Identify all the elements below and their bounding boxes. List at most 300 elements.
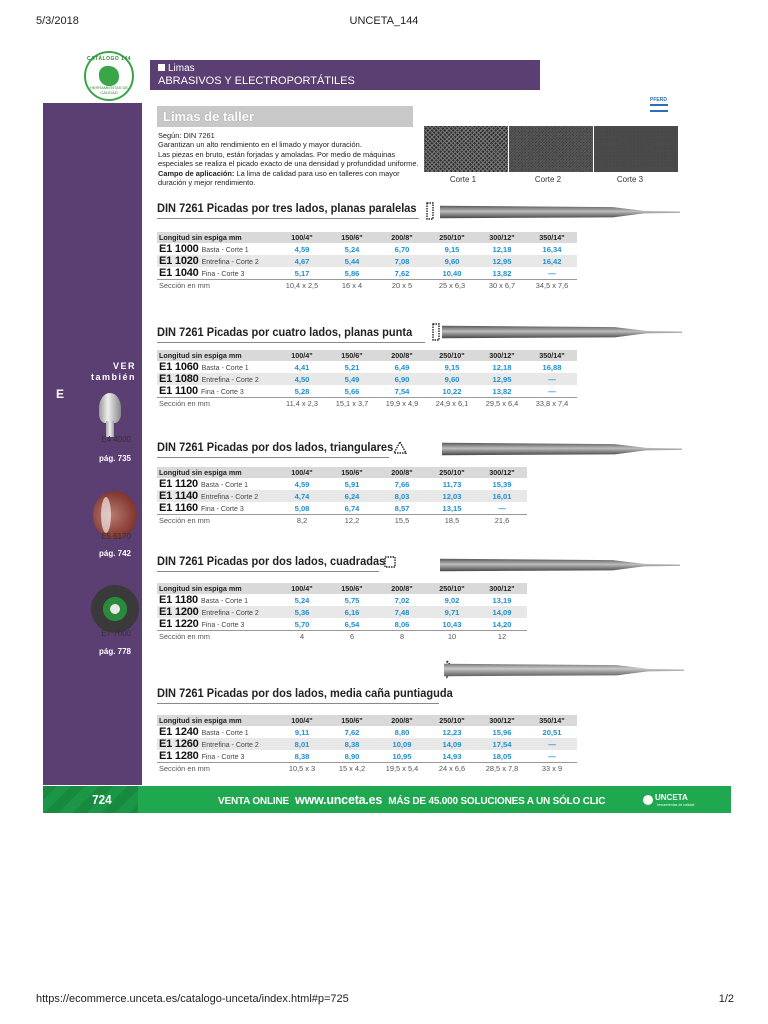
- price-cell[interactable]: 10,22: [442, 386, 462, 396]
- ref-tool-2: E5 5170: [101, 532, 131, 541]
- table-row: [157, 502, 527, 515]
- print-title: UNCETA_144: [349, 15, 419, 27]
- price-cell[interactable]: 7,54: [394, 386, 410, 396]
- product-title: DIN 7261 Picadas por dos lados, media caña puntiaguda: [157, 686, 453, 700]
- length-header: Longitud sin espiga mm: [157, 583, 277, 594]
- cut-grade: Basta - Corte 1: [200, 482, 249, 489]
- section-category: Limas: [168, 63, 195, 74]
- price-cell[interactable]: 5,24: [294, 595, 310, 605]
- logo-bottom-text: HERRAMIENTAS DE CALIDAD: [89, 85, 129, 95]
- table-header-row: [157, 467, 527, 478]
- see-also-line1: VER: [112, 361, 136, 371]
- slogan-post: MÁS DE 45.000 SOLUCIONES A UN SÓLO CLIC: [388, 796, 606, 807]
- product-ref[interactable]: E1 1040: [159, 267, 199, 279]
- cut-grade: Fina - Corte 3: [200, 389, 244, 396]
- section-value: 33 x 9: [527, 763, 577, 774]
- price-cell[interactable]: 6,90: [377, 373, 427, 385]
- price-cell[interactable]: 5,24: [344, 244, 360, 254]
- section-header: [150, 60, 540, 90]
- price-cell[interactable]: 16,01: [477, 490, 527, 502]
- product-ref[interactable]: E1 1120: [159, 478, 198, 490]
- product-ref[interactable]: E1 1080: [159, 373, 199, 385]
- price-cell[interactable]: 14,09: [477, 606, 527, 618]
- section-value: 10: [427, 631, 477, 642]
- sidebar: [43, 103, 142, 785]
- size-header: 150/6": [327, 232, 377, 243]
- table-row: [157, 255, 577, 267]
- price-cell[interactable]: 5,44: [327, 255, 377, 267]
- product-ref[interactable]: E1 1100: [159, 385, 198, 397]
- price-cell[interactable]: 8,57: [394, 503, 410, 513]
- price-table: [157, 715, 577, 773]
- price-cell[interactable]: 12,18: [492, 362, 512, 372]
- price-cell[interactable]: 13,19: [492, 595, 512, 605]
- size-header: 250/10": [427, 350, 477, 361]
- print-url: https://ecommerce.unceta.es/catalogo-unceta/index.html#p=725: [36, 993, 349, 1005]
- price-cell[interactable]: 12,23: [442, 727, 462, 737]
- page-number: 724: [92, 792, 112, 807]
- section-row: [157, 763, 577, 774]
- product-block: [157, 317, 697, 427]
- grinding-disc-icon[interactable]: [91, 585, 139, 633]
- product-code-cell: [157, 738, 277, 750]
- cut-grade: Fina - Corte 3: [200, 506, 244, 513]
- file-image: [444, 663, 684, 677]
- product-code-cell: [157, 726, 277, 738]
- square-bullet-icon: [158, 64, 165, 71]
- length-header: Longitud sin espiga mm: [157, 715, 277, 726]
- size-header: 350/14": [527, 715, 577, 726]
- size-header: 300/12": [477, 715, 527, 726]
- price-cell[interactable]: 5,49: [327, 373, 377, 385]
- size-header: 200/8": [377, 232, 427, 243]
- price-cell[interactable]: 11,73: [442, 479, 462, 489]
- price-cell[interactable]: 8,06: [394, 619, 410, 629]
- price-cell[interactable]: 7,08: [377, 255, 427, 267]
- cut-3-label: Corte 3: [616, 175, 644, 184]
- table-row: [157, 738, 577, 750]
- cut-grade: Entrefina - Corte 2: [201, 259, 259, 266]
- section-value: 10,4 x 2,5: [277, 280, 327, 291]
- see-also-label: [43, 361, 142, 383]
- size-header: 200/8": [377, 715, 427, 726]
- price-cell[interactable]: 4,50: [277, 373, 327, 385]
- table-row: [157, 385, 577, 398]
- size-header: 150/6": [327, 583, 377, 594]
- print-date: 5/3/2018: [36, 15, 79, 27]
- product-ref[interactable]: E1 1220: [159, 618, 199, 630]
- cut-grade: Basta - Corte 1: [201, 730, 249, 737]
- table-header-row: [157, 232, 577, 243]
- standard-text: Según: DIN 7261: [158, 131, 215, 140]
- price-cell[interactable]: 5,66: [344, 386, 360, 396]
- catalog-logo: [84, 51, 134, 101]
- price-cell[interactable]: 15,96: [492, 727, 512, 737]
- price-cell[interactable]: 14,09: [427, 738, 477, 750]
- product-code-cell: [157, 361, 277, 373]
- section-value: 15 x 4,2: [327, 763, 377, 774]
- product-title: DIN 7261 Picadas por dos lados, cuadradas: [157, 554, 386, 568]
- size-header: 200/8": [377, 467, 427, 478]
- cut-3-sample: [594, 126, 678, 172]
- section-value: 24,9 x 6,1: [427, 398, 477, 409]
- section-label: Sección en mm: [157, 631, 277, 642]
- size-header: 250/10": [427, 583, 477, 594]
- size-header: 300/12": [477, 467, 527, 478]
- price-cell[interactable]: 16,88: [542, 362, 562, 372]
- table-row: [157, 267, 577, 280]
- price-cell[interactable]: 20,51: [542, 727, 562, 737]
- price-cell[interactable]: 6,54: [344, 619, 360, 629]
- price-cell[interactable]: 5,86: [344, 268, 360, 278]
- ref-page-3[interactable]: pág. 778: [98, 647, 131, 656]
- title-underline: [157, 342, 425, 343]
- price-cell[interactable]: 7,62: [344, 727, 360, 737]
- product-code-cell: [157, 606, 277, 618]
- price-cell[interactable]: 8,38: [294, 751, 310, 761]
- size-header: 250/10": [427, 467, 477, 478]
- description-2: Las piezas en bruto, están forjadas y amoladas. Por medio de máquinas especiales se realiza el picado exacto de una densidad y profundidad uniforme.: [158, 149, 419, 169]
- table-row: [157, 478, 527, 490]
- price-cell[interactable]: 6,49: [394, 362, 410, 372]
- cut-grade: Entrefina - Corte 2: [200, 494, 259, 501]
- cut-grade: Basta - Corte 1: [200, 598, 249, 605]
- price-cell[interactable]: 6,24: [327, 490, 377, 502]
- price-cell[interactable]: 5,36: [277, 606, 327, 618]
- price-cell[interactable]: 6,74: [344, 503, 360, 513]
- length-header: Longitud sin espiga mm: [157, 467, 277, 478]
- table-row: [157, 606, 527, 618]
- brand-subtitle: herramientas de calidad: [657, 803, 695, 807]
- section-value: 12,2: [327, 515, 377, 526]
- price-cell[interactable]: 8,90: [344, 751, 360, 761]
- footer-banner: [43, 786, 731, 813]
- product-code-cell: [157, 618, 277, 631]
- size-header: 100/4": [277, 350, 327, 361]
- section-label: Sección en mm: [157, 398, 277, 409]
- section-row: [157, 631, 527, 642]
- print-header: [0, 15, 768, 31]
- section-value: 18,5: [427, 515, 477, 526]
- section-row: [157, 280, 577, 291]
- cut-grade: Basta - Corte 1: [201, 247, 249, 254]
- section-value: 34,5 x 7,6: [527, 280, 577, 291]
- application-text: La lima de calidad para uso en talleres con mayor duración y mejor rendimiento.: [158, 168, 400, 188]
- table-header-row: [157, 715, 577, 726]
- triangle-profile-icon: [393, 438, 407, 458]
- cut-grade: Entrefina - Corte 2: [201, 742, 259, 749]
- product-block: [157, 199, 697, 309]
- size-header: 300/12": [477, 350, 527, 361]
- price-cell[interactable]: 9,11: [294, 727, 310, 737]
- price-cell[interactable]: 16,42: [527, 255, 577, 267]
- table-header-row: [157, 583, 527, 594]
- product-code-cell: [157, 267, 277, 280]
- unceta-logo-icon: [643, 795, 653, 805]
- price-table: [157, 350, 577, 408]
- length-header: Longitud sin espiga mm: [157, 232, 277, 243]
- price-cell[interactable]: —: [527, 373, 577, 385]
- print-pager: 1/2: [718, 993, 734, 1005]
- price-cell[interactable]: 6,16: [327, 606, 377, 618]
- size-header: 200/8": [377, 583, 427, 594]
- size-header: 300/12": [477, 583, 527, 594]
- price-cell[interactable]: 4,67: [277, 255, 327, 267]
- cut-2-label: Corte 2: [534, 175, 562, 184]
- price-cell[interactable]: 9,60: [427, 255, 477, 267]
- cut-grade: Entrefina - Corte 2: [201, 377, 259, 384]
- price-cell[interactable]: —: [548, 268, 556, 278]
- page-number-bg: [43, 786, 138, 813]
- cert-bars-icon: [650, 104, 668, 112]
- size-header: 150/6": [327, 350, 377, 361]
- price-cell[interactable]: 8,80: [394, 727, 410, 737]
- price-cell[interactable]: 7,66: [394, 479, 410, 489]
- section-value: 15,5: [377, 515, 427, 526]
- cut-2-sample: [509, 126, 593, 172]
- square-profile-icon: [383, 553, 397, 573]
- price-cell[interactable]: 14,20: [492, 619, 512, 629]
- price-cell[interactable]: 7,48: [377, 606, 427, 618]
- table-row: [157, 243, 577, 255]
- size-header: 200/8": [377, 350, 427, 361]
- length-header: Longitud sin espiga mm: [157, 350, 277, 361]
- size-header: 150/6": [327, 715, 377, 726]
- size-header: 250/10": [427, 232, 477, 243]
- file-image: [440, 558, 680, 572]
- price-cell[interactable]: 5,08: [294, 503, 310, 513]
- price-cell[interactable]: —: [527, 738, 577, 750]
- product-title: DIN 7261 Picadas por cuatro lados, planas punta: [157, 325, 413, 339]
- price-cell[interactable]: 5,75: [344, 595, 360, 605]
- file-image: [442, 442, 682, 456]
- section-value: 29,5 x 6,4: [477, 398, 527, 409]
- title-underline: [157, 218, 419, 219]
- price-table: [157, 232, 577, 290]
- product-block: [157, 656, 697, 773]
- price-cell[interactable]: 9,15: [444, 244, 460, 254]
- ref-page-2[interactable]: pág. 742: [98, 549, 131, 558]
- size-header: 150/6": [327, 467, 377, 478]
- section-value: 10,5 x 3: [277, 763, 327, 774]
- price-cell[interactable]: 15,39: [492, 479, 512, 489]
- section-value: 30 x 6,7: [477, 280, 527, 291]
- file-image: [440, 205, 680, 219]
- price-cell[interactable]: 10,09: [377, 738, 427, 750]
- section-value: 15,1 x 3,7: [327, 398, 377, 409]
- product-block: [157, 434, 697, 544]
- price-cell[interactable]: 5,21: [344, 362, 360, 372]
- price-cell[interactable]: 12,18: [492, 244, 512, 254]
- table-row: [157, 750, 577, 763]
- product-description: [158, 131, 420, 187]
- section-value: 4: [277, 631, 327, 642]
- table-row: [157, 726, 577, 738]
- price-cell[interactable]: 4,41: [294, 362, 310, 372]
- price-cell[interactable]: 12,03: [427, 490, 477, 502]
- table-row: [157, 373, 577, 385]
- price-cell[interactable]: 5,28: [294, 386, 310, 396]
- section-row: [157, 398, 577, 409]
- section-value: 20 x 5: [377, 280, 427, 291]
- section-value: 21,6: [477, 515, 527, 526]
- cut-1-sample: [424, 126, 508, 172]
- size-header: 250/10": [427, 715, 477, 726]
- title-underline: [157, 703, 439, 704]
- price-table: [157, 583, 527, 641]
- product-code-cell: [157, 502, 277, 515]
- section-label: Sección en mm: [157, 280, 277, 291]
- title-underline: [157, 457, 389, 458]
- cut-1-label: Corte 1: [449, 175, 477, 184]
- size-header: 350/14": [527, 350, 577, 361]
- file-image: [442, 325, 682, 339]
- product-ref[interactable]: E1 1180: [159, 594, 198, 606]
- section-label: Sección en mm: [157, 515, 277, 526]
- product-ref[interactable]: E1 1140: [159, 490, 198, 502]
- price-cell[interactable]: 7,02: [394, 595, 410, 605]
- product-block: [157, 550, 697, 660]
- price-cell[interactable]: 9,71: [427, 606, 477, 618]
- ref-page-1[interactable]: pág. 735: [98, 454, 131, 463]
- size-header: 300/12": [477, 232, 527, 243]
- price-cell[interactable]: 7,62: [394, 268, 410, 278]
- section-value: 33,8 x 7,4: [527, 398, 577, 409]
- table-row: [157, 594, 527, 606]
- price-cell[interactable]: 10,95: [392, 751, 412, 761]
- application-label: Campo de aplicación:: [158, 168, 235, 178]
- cut-grade: Fina - Corte 3: [201, 754, 245, 761]
- product-code-cell: [157, 750, 277, 763]
- flat-profile-icon: [423, 201, 437, 221]
- price-cell[interactable]: 4,59: [294, 479, 310, 489]
- price-cell[interactable]: 9,60: [427, 373, 477, 385]
- product-code-cell: [157, 243, 277, 255]
- ref-tool-1: E4 4000: [101, 435, 131, 444]
- price-cell[interactable]: 4,74: [277, 490, 327, 502]
- price-cell[interactable]: 9,02: [444, 595, 460, 605]
- price-cell[interactable]: 9,15: [444, 362, 460, 372]
- price-cell[interactable]: —: [548, 751, 556, 761]
- product-title: DIN 7261 Picadas por tres lados, planas paralelas: [157, 201, 417, 215]
- product-code-cell: [157, 490, 277, 502]
- section-value: 16 x 4: [327, 280, 377, 291]
- product-code-cell: [157, 255, 277, 267]
- price-cell[interactable]: 5,70: [294, 619, 310, 629]
- product-code-cell: [157, 373, 277, 385]
- product-ref[interactable]: E1 1160: [159, 502, 198, 514]
- product-ref[interactable]: E1 1000: [159, 243, 199, 255]
- cut-grade: Fina - Corte 3: [201, 271, 245, 278]
- product-ref[interactable]: E1 1200: [159, 606, 199, 618]
- table-header-row: [157, 350, 577, 361]
- size-header: 350/14": [527, 232, 577, 243]
- section-letter: E: [56, 387, 65, 401]
- product-ref[interactable]: E1 1280: [159, 750, 199, 762]
- price-cell[interactable]: 12,95: [477, 255, 527, 267]
- price-cell[interactable]: —: [548, 386, 556, 396]
- product-ref[interactable]: E1 1260: [159, 738, 199, 750]
- flat-pointed-profile-icon: [429, 322, 443, 342]
- cert-text: PFERD: [650, 97, 667, 103]
- section-value: 12: [477, 631, 527, 642]
- cut-grade: Fina - Corte 3: [201, 622, 245, 629]
- price-cell[interactable]: 16,34: [542, 244, 562, 254]
- price-cell[interactable]: 12,95: [477, 373, 527, 385]
- price-cell[interactable]: 13,82: [492, 386, 512, 396]
- section-value: 28,5 x 7,8: [477, 763, 527, 774]
- table-row: [157, 490, 527, 502]
- ref-tool-3: E7 7000: [101, 629, 131, 638]
- price-cell[interactable]: —: [498, 503, 506, 513]
- table-row: [157, 618, 527, 631]
- price-cell[interactable]: 4,59: [294, 244, 310, 254]
- product-ref[interactable]: E1 1060: [159, 361, 199, 373]
- price-cell[interactable]: 13,15: [442, 503, 462, 513]
- size-header: 100/4": [277, 467, 327, 478]
- title-underline: [157, 571, 379, 572]
- size-header: 100/4": [277, 232, 327, 243]
- price-cell[interactable]: 18,05: [492, 751, 512, 761]
- price-cell[interactable]: 5,17: [294, 268, 310, 278]
- section-label: Sección en mm: [157, 763, 277, 774]
- product-code-cell: [157, 385, 277, 398]
- lion-icon: [99, 66, 119, 86]
- carbide-burr-icon[interactable]: [93, 389, 127, 437]
- section-value: 6: [327, 631, 377, 642]
- slogan-pre: VENTA ONLINE: [218, 796, 289, 807]
- table-row: [157, 361, 577, 373]
- section-value: 24 x 6,6: [427, 763, 477, 774]
- section-value: 25 x 6,3: [427, 280, 477, 291]
- price-cell[interactable]: 8,03: [377, 490, 427, 502]
- pferd-badge: [650, 97, 672, 115]
- section-value: 19,5 x 5,4: [377, 763, 427, 774]
- product-ref[interactable]: E1 1240: [159, 726, 199, 738]
- price-cell[interactable]: 8,01: [277, 738, 327, 750]
- section-value: 11,4 x 2,3: [277, 398, 327, 409]
- size-header: 100/4": [277, 715, 327, 726]
- footer-slogan: [218, 793, 605, 807]
- description-1: Garantizan un alto rendimiento en el limado y mayor duración.: [158, 140, 362, 150]
- section-row: [157, 515, 527, 526]
- website-link[interactable]: www.unceta.es: [294, 793, 383, 807]
- size-header: 100/4": [277, 583, 327, 594]
- section-subtitle: ABRASIVOS Y ELECTROPORTÁTILES: [158, 75, 355, 87]
- price-cell[interactable]: 8,38: [327, 738, 377, 750]
- section-value: 19,9 x 4,9: [377, 398, 427, 409]
- logo-top-text: CATÁLOGO 144: [87, 56, 131, 62]
- page-title: Limas de taller: [157, 106, 413, 127]
- price-cell[interactable]: 17,54: [477, 738, 527, 750]
- price-table: [157, 467, 527, 525]
- section-value: 8: [377, 631, 427, 642]
- price-cell[interactable]: 5,91: [344, 479, 360, 489]
- product-ref[interactable]: E1 1020: [159, 255, 199, 267]
- product-title: DIN 7261 Picadas por dos lados, triangulares: [157, 440, 394, 454]
- price-cell[interactable]: 13,82: [492, 268, 512, 278]
- section-value: 8,2: [277, 515, 327, 526]
- price-cell[interactable]: 6,70: [394, 244, 410, 254]
- cut-grade: Basta - Corte 1: [201, 365, 249, 372]
- price-cell[interactable]: 10,40: [442, 268, 462, 278]
- price-cell[interactable]: 10,43: [442, 619, 462, 629]
- product-code-cell: [157, 594, 277, 606]
- cut-grade: Entrefina - Corte 2: [201, 610, 259, 617]
- brand-name: UNCETA: [655, 793, 688, 802]
- price-cell[interactable]: 14,93: [442, 751, 462, 761]
- product-code-cell: [157, 478, 277, 490]
